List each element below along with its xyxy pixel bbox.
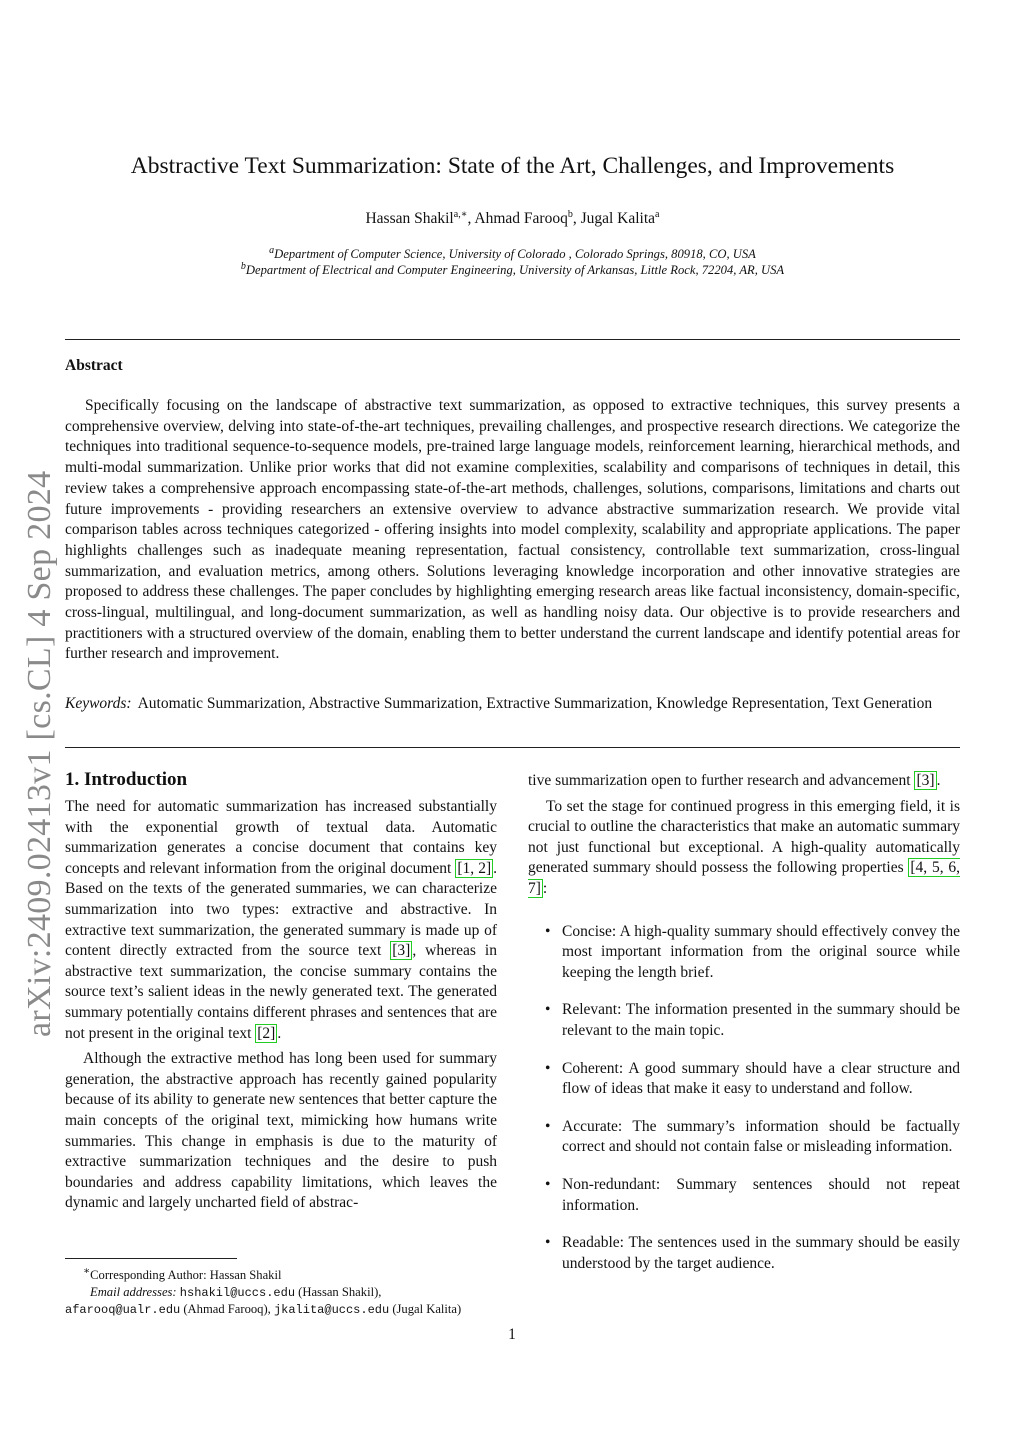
arxiv-sidebar-stamp: arXiv:2409.02413v1 [cs.CL] 4 Sep 2024 [21, 470, 58, 1037]
affiliation-a: $^a$Department of Computer Science, University of Colorado , Colorado Springs, 80918, CO, USA [269, 244, 756, 261]
author-name: Hassan Shakil [365, 210, 454, 227]
author-affil-mark: a,∗ [453, 208, 468, 220]
email-link[interactable]: afarooq@ualr.edu [65, 1303, 181, 1318]
keywords-label: Keywords: [65, 695, 132, 712]
divider-bottom [65, 747, 960, 748]
list-item: • Coherent: A good summary should have a clear structure and flow of ideas that make it easy to understand and follow. [545, 1059, 960, 1098]
properties-list [528, 922, 960, 1275]
author-name: Jugal Kalita [580, 210, 656, 227]
list-item: • Readable: The sentences used in the summary should be easily understood by the target audience. [545, 1234, 960, 1272]
list-item: • Non-redundant: Summary sentences should not repeat information. [545, 1175, 960, 1214]
intro-paragraph-2-continued: tive summarization open to further research and advancement [3] . [528, 772, 941, 789]
author-list: Hassan Shakil$^{a,∗}$, Ahmad Farooq$^b$, Jugal Kalita$^a$ [365, 208, 660, 227]
list-item: • Relevant: The information presented in the summary should be relevant to the main topic. [545, 1001, 960, 1039]
email-link[interactable]: hshakil@uccs.edu [179, 1285, 296, 1300]
author-affil-mark: a [655, 208, 660, 220]
abstract-heading: Abstract [65, 357, 123, 374]
citation-link[interactable]: [3] [392, 942, 411, 960]
email-link[interactable]: jkalita@uccs.edu [273, 1303, 390, 1318]
footnote: ∗Corresponding Author: Hassan Shakil Email addresses: hshakil@uccs.edu (Hassan Shakil), afarooq@ualr.edu (Ahmad Farooq), jkalita@uccs.edu (Jugal Kalita) [65, 1266, 462, 1318]
corresponding-author: Corresponding Author: Hassan Shakil [90, 1268, 282, 1283]
list-item: • Concise: A high-quality summary should effectively convey the most important information from the original source while keeping the length brief. [545, 922, 960, 981]
author-name: Ahmad Farooq [474, 210, 568, 227]
page-number: 1 [508, 1326, 516, 1343]
intro-paragraph-3: To set the stage for continued progress in this emerging field, it is crucial to outline the characteristics that make an automatic summary not just functional but exceptional. A high-quality automatically generated summary should possess the following properties [4, 5, 6, 7] : [528, 797, 960, 897]
author-affil-mark: b [567, 208, 573, 220]
intro-paragraph-1: The need for automatic summarization has increased substantially with the exponential growth of textual data. Automatic summarization generates a concise document that contains key concepts and relevant information from the original document [1, 2] . Based on the texts of the generated summaries, we can characterize summarization into two types: extractive and abstractive. In extractive text summarization, the generated summary is made up of content directly extracted from the source text [3] , whereas in abstractive text summarization, the concise summary contains the source text’s salient ideas in the newly generated text. The generated summary potentially contains different phrases and sentences that are not present in the original text [2] . [65, 798, 497, 1042]
footnote-divider [65, 1258, 237, 1259]
section-heading: 1. Introduction [65, 769, 188, 790]
right-column [528, 771, 960, 1291]
keywords-text: Automatic Summarization, Abstractive Summarization, Extractive Summarization, Knowledge Representation, Text Generation [137, 695, 933, 712]
list-item: • Accurate: The summary’s information should be factually correct and should not contain false or misleading information. [545, 1117, 960, 1156]
divider-top [65, 339, 960, 340]
citation-link[interactable]: [4, 5, 6, 7] [528, 859, 960, 897]
paper-title: Abstractive Text Summarization: State of the Art, Challenges, and Improvements [130, 153, 895, 179]
citation-link[interactable]: [2] [257, 1024, 276, 1042]
citation-link[interactable]: [3] [916, 772, 935, 789]
intro-paragraph-2: Although the extractive method has long been used for summary generation, the abstractive approach has recently gained popularity because of its ability to generate new sentences that better capture the main concepts of the original text, mimicking how humans write summaries. This change in emphasis is due to the maturity of extractive summarization techniques and the desire to push boundaries and address capability limitations, which leaves the dynamic and largely uncharted field of abstrac- [65, 1050, 497, 1212]
keywords [65, 694, 960, 715]
citation-link[interactable]: [1, 2] [457, 859, 492, 877]
affiliation-b: $^b$Department of Electrical and Computer Engineering, University of Arkansas, Little Rock, 72204, AR, USA [240, 260, 785, 277]
abstract-text: Specifically focusing on the landscape of abstractive text summarization, as opposed to extractive techniques, this survey presents a comprehensive overview, delving into state-of-the-art techniques, prevailing challenges, and prospective research directions. We categorize the techniques into traditional sequence-to-sequence models, pre-trained large language models, reinforcement learning, hierarchical methods, and multi-modal summarization. Unlike prior works that did not examine complexities, scalability and comparisons of techniques in detail, this review takes a comprehensive approach encompassing state-of-the-art methods, challenges, solutions, comparisons, limitations and charts out future improvements - providing researchers an extensive overview to advance abstractive summarization research. We provide vital comparison tables across techniques categorized - offering insights into model complexity, scalability and appropriate applications. The paper highlights challenges such as inadequate meaning representation, factual consistency, controllable text summarization, cross-lingual summarization, and evaluation metrics, among others. Solutions leveraging knowledge incorporation and other innovative strategies are proposed to address these challenges. The paper concludes by highlighting emerging research areas like factual inconsistency, domain-specific, cross-lingual, multilingual, and long-document summarization, as well as handling noisy data. Our objective is to provide researchers and practitioners with a structured overview of the domain, enabling them to better understand the current landscape and identify potential areas for further research and improvement. [65, 397, 960, 663]
left-column [65, 768, 497, 1214]
